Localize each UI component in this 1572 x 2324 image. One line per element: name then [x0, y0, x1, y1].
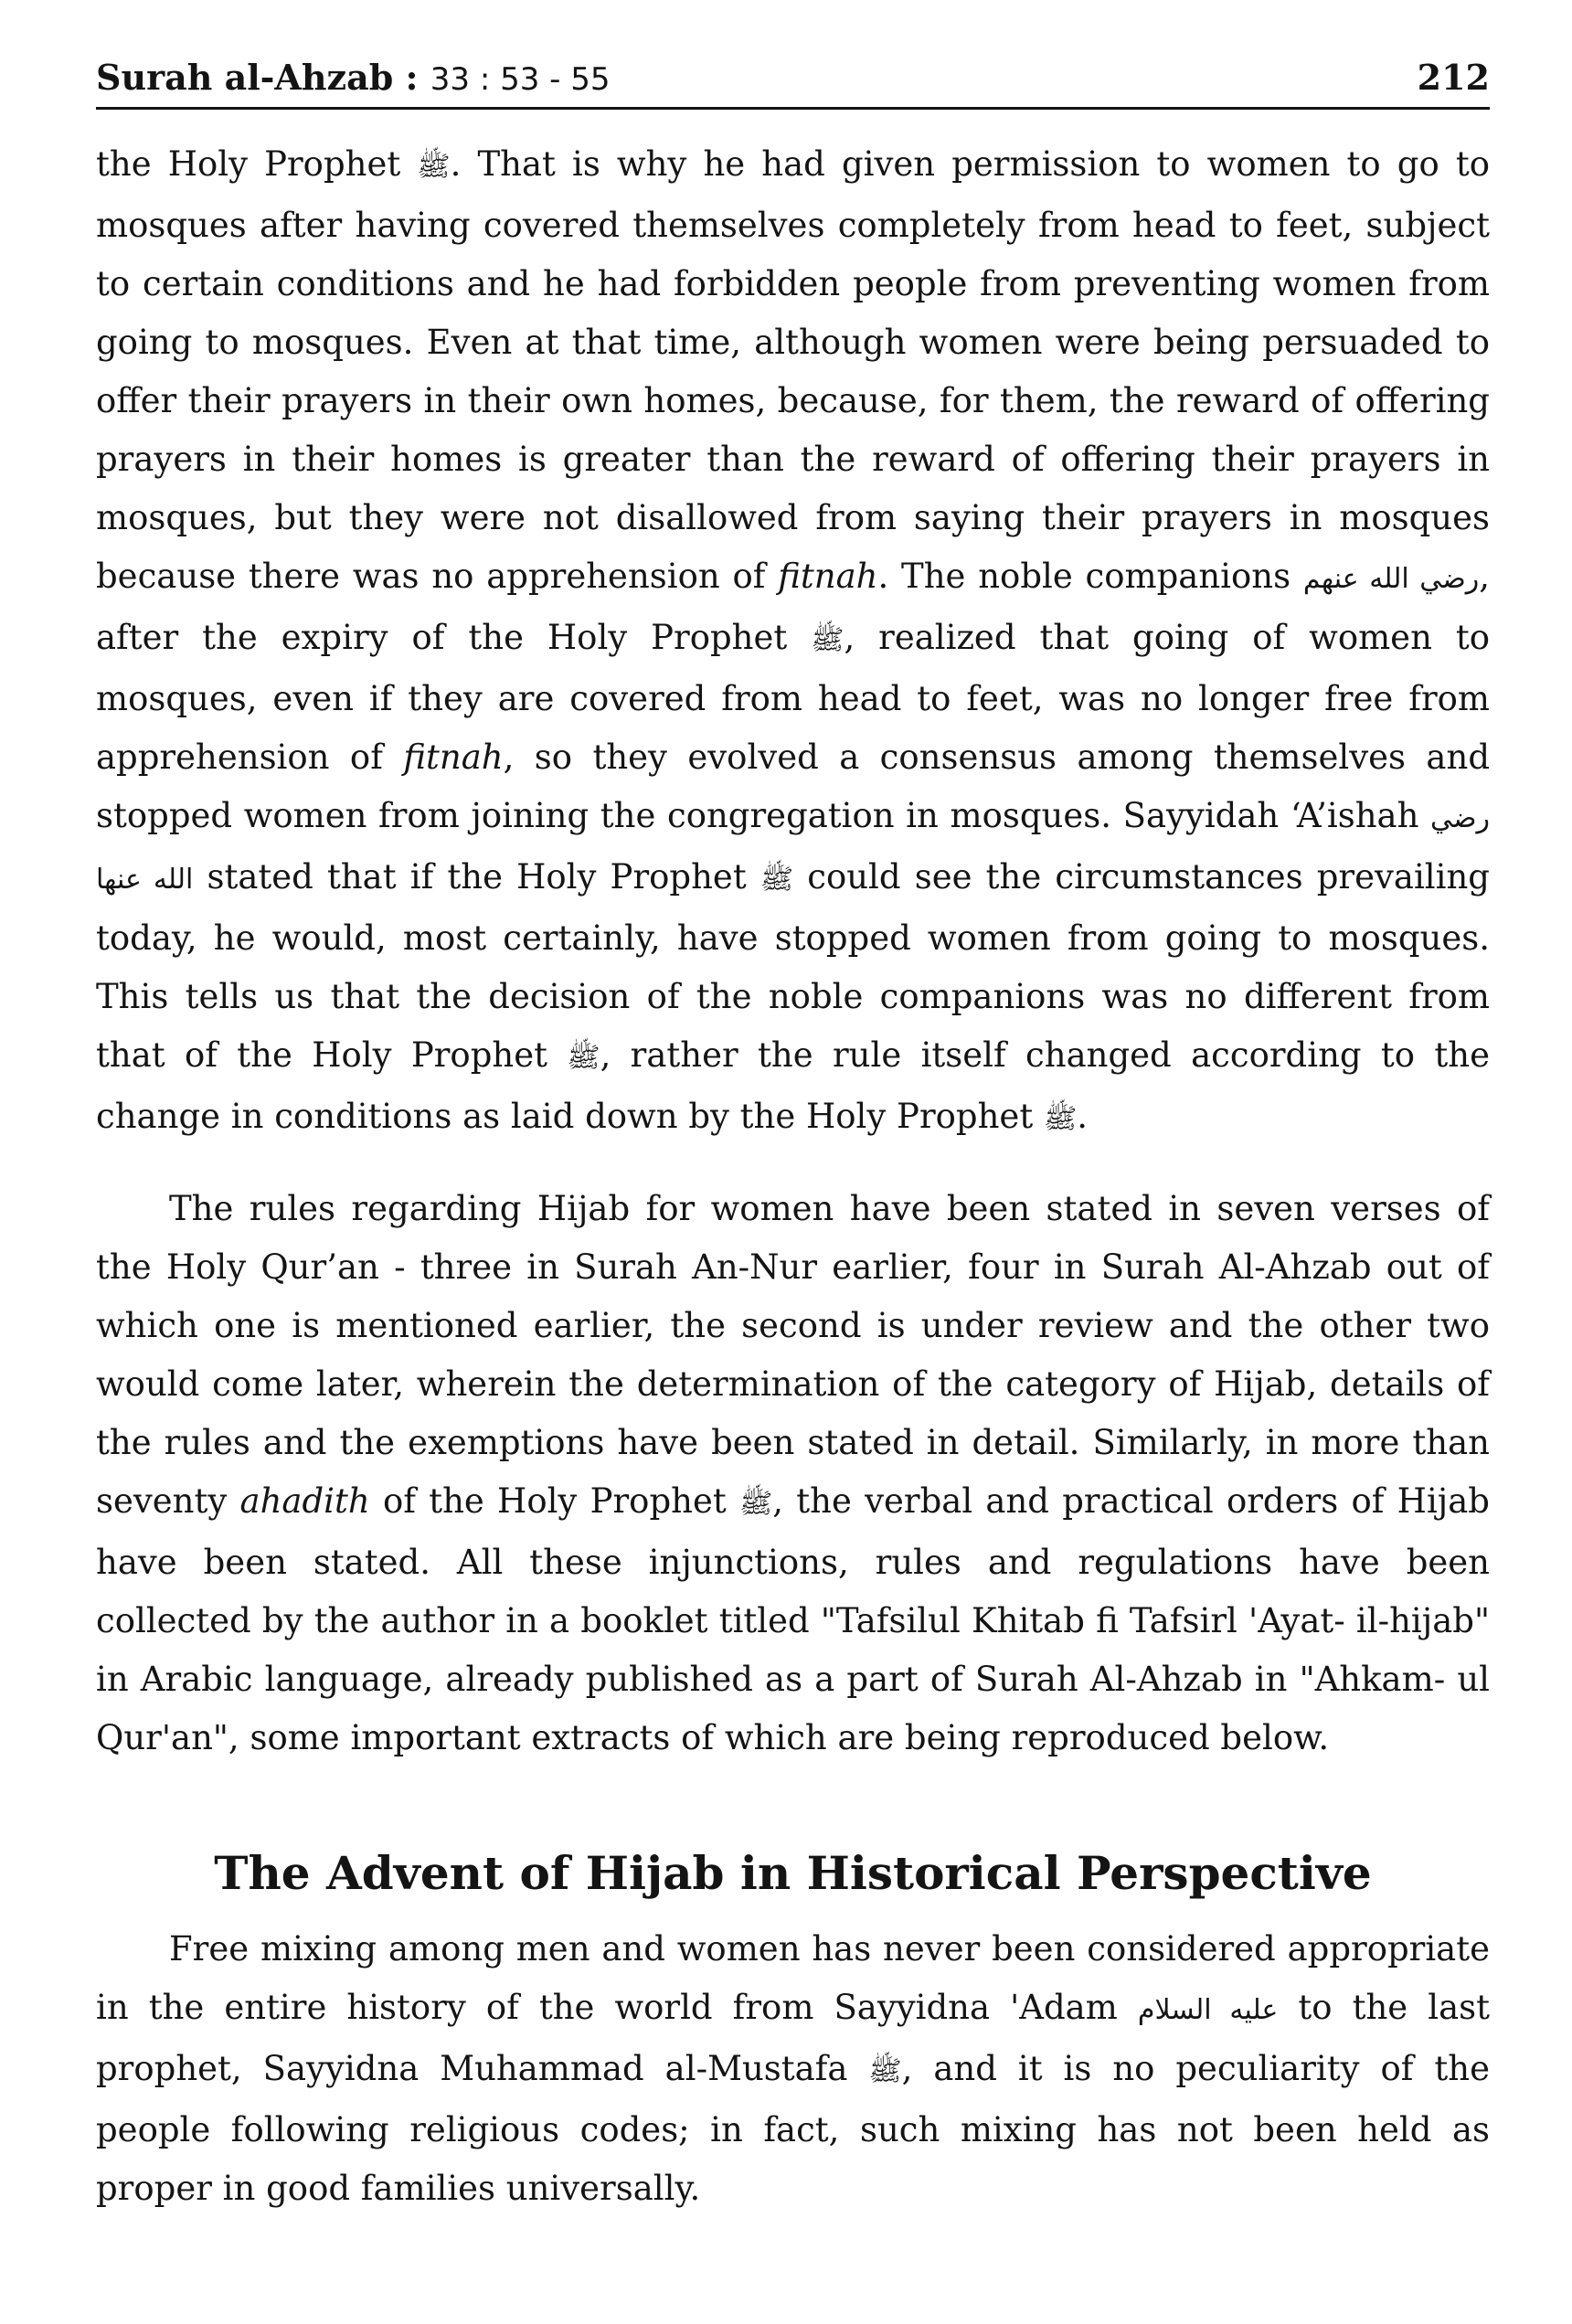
arabic-invocation: رضي الله عنهم [1302, 563, 1480, 595]
verse-reference: 33 : 53 - 55 [430, 61, 611, 98]
paragraph-3 [96, 1920, 1490, 2218]
page-number: 212 [1417, 57, 1490, 98]
text-run: . That is why he had given permission to women to go to mosques after having covered themselves completely from head to feet, subject to certain conditions and he had forbidden people from preventing women from going to mosques. Even at that time, although women were being persuaded to offer their prayers in their own homes, because, for them, the reward of offering prayers in their homes is greater than the reward of offering their prayers in mosques, but they were not disallowed from saying their prayers in mosques because there was no apprehension of [96, 144, 1491, 596]
text-run: , rather the rule itself changed according to the change in conditions as laid down by the Holy Prophet [96, 1035, 1491, 1136]
text-run: , after the expiry of the Holy Prophet [96, 557, 1490, 657]
honorific-glyph: ﷺ [738, 1488, 773, 1520]
text-run: Free mixing among men and women has never been considered appropriate in the entire history of the world from Sayyidna 'Adam [96, 1929, 1490, 2027]
body-text [96, 135, 1490, 2218]
italic-term: ahadith [239, 1481, 370, 1521]
arabic-invocation: رضي الله عنها [96, 802, 1490, 896]
honorific-glyph: ﷺ [868, 2055, 902, 2087]
text-run: stated that if the Holy Prophet [193, 857, 760, 897]
text-run: of the Holy Prophet [369, 1481, 739, 1521]
honorific-glyph: ﷺ [567, 1042, 600, 1074]
text-run: , and it is no peculiarity of the people following religious codes; in fact, such mixing has not been held as proper in good families universally. [96, 2049, 1490, 2208]
honorific-glyph: ﷺ [811, 624, 844, 656]
header-title [96, 57, 611, 98]
text-run: . [1077, 1097, 1088, 1136]
text-run: the Holy Prophet [96, 144, 418, 184]
section-heading: The Advent of Hijab in Historical Perspective [214, 1846, 1372, 1900]
text-run: could see the circumstances prevailing today, he would, most certainly, have stopped women from going to mosques. This tells us that the decision of the noble companions was no different from that of the Holy Prophet [96, 857, 1490, 1075]
arabic-invocation: عليه السلام [1137, 1994, 1279, 2026]
paragraph-1 [96, 135, 1490, 1149]
honorific-glyph: ﷺ [759, 864, 794, 896]
text-run: . The noble companions [877, 557, 1303, 596]
honorific-glyph: ﷺ [417, 151, 451, 183]
text-run: to the last prophet, Sayyidna Muhammad al-Mustafa [96, 1988, 1490, 2088]
running-header [96, 57, 1490, 110]
honorific-glyph: ﷺ [1043, 1103, 1078, 1135]
italic-term: fitnah [778, 557, 878, 596]
paragraph-2 [96, 1180, 1490, 1767]
surah-name: Surah al-Ahzab : [96, 57, 430, 98]
text-run: , the verbal and practical orders of Hijab have been stated. All these injunctions, rules and regulations have been collected by the author in a booklet titled "Tafsilul Khitab fi Tafsirl 'Ayat- il-hijab" in Arabic language, already published as a part of Surah Al-Ahzab in "Ahkam- ul Qur'an", some important extracts of which are being reproduced below. [96, 1481, 1490, 1757]
document-page [96, 57, 1490, 2218]
text-run: The rules regarding Hijab for women have been stated in seven verses of the Holy Qur’an - three in Surah An-Nur earlier, four in Surah Al-Ahzab out of which one is mentioned earlier, the second is under review and the other two would come later, wherein the determination of the category of Hijab, details of the rules and the exemptions have been stated in detail. Similarly, in more than seventy [96, 1189, 1490, 1521]
text-run: , realized that going of women to mosques, even if they are covered from head to feet, was no longer free from apprehension of [96, 618, 1490, 777]
text-run: , so they evolved a consensus among themselves and stopped women from joining the congregation in mosques. Sayyidah ‘A’ishah [96, 738, 1490, 835]
italic-term: fitnah [403, 738, 504, 777]
